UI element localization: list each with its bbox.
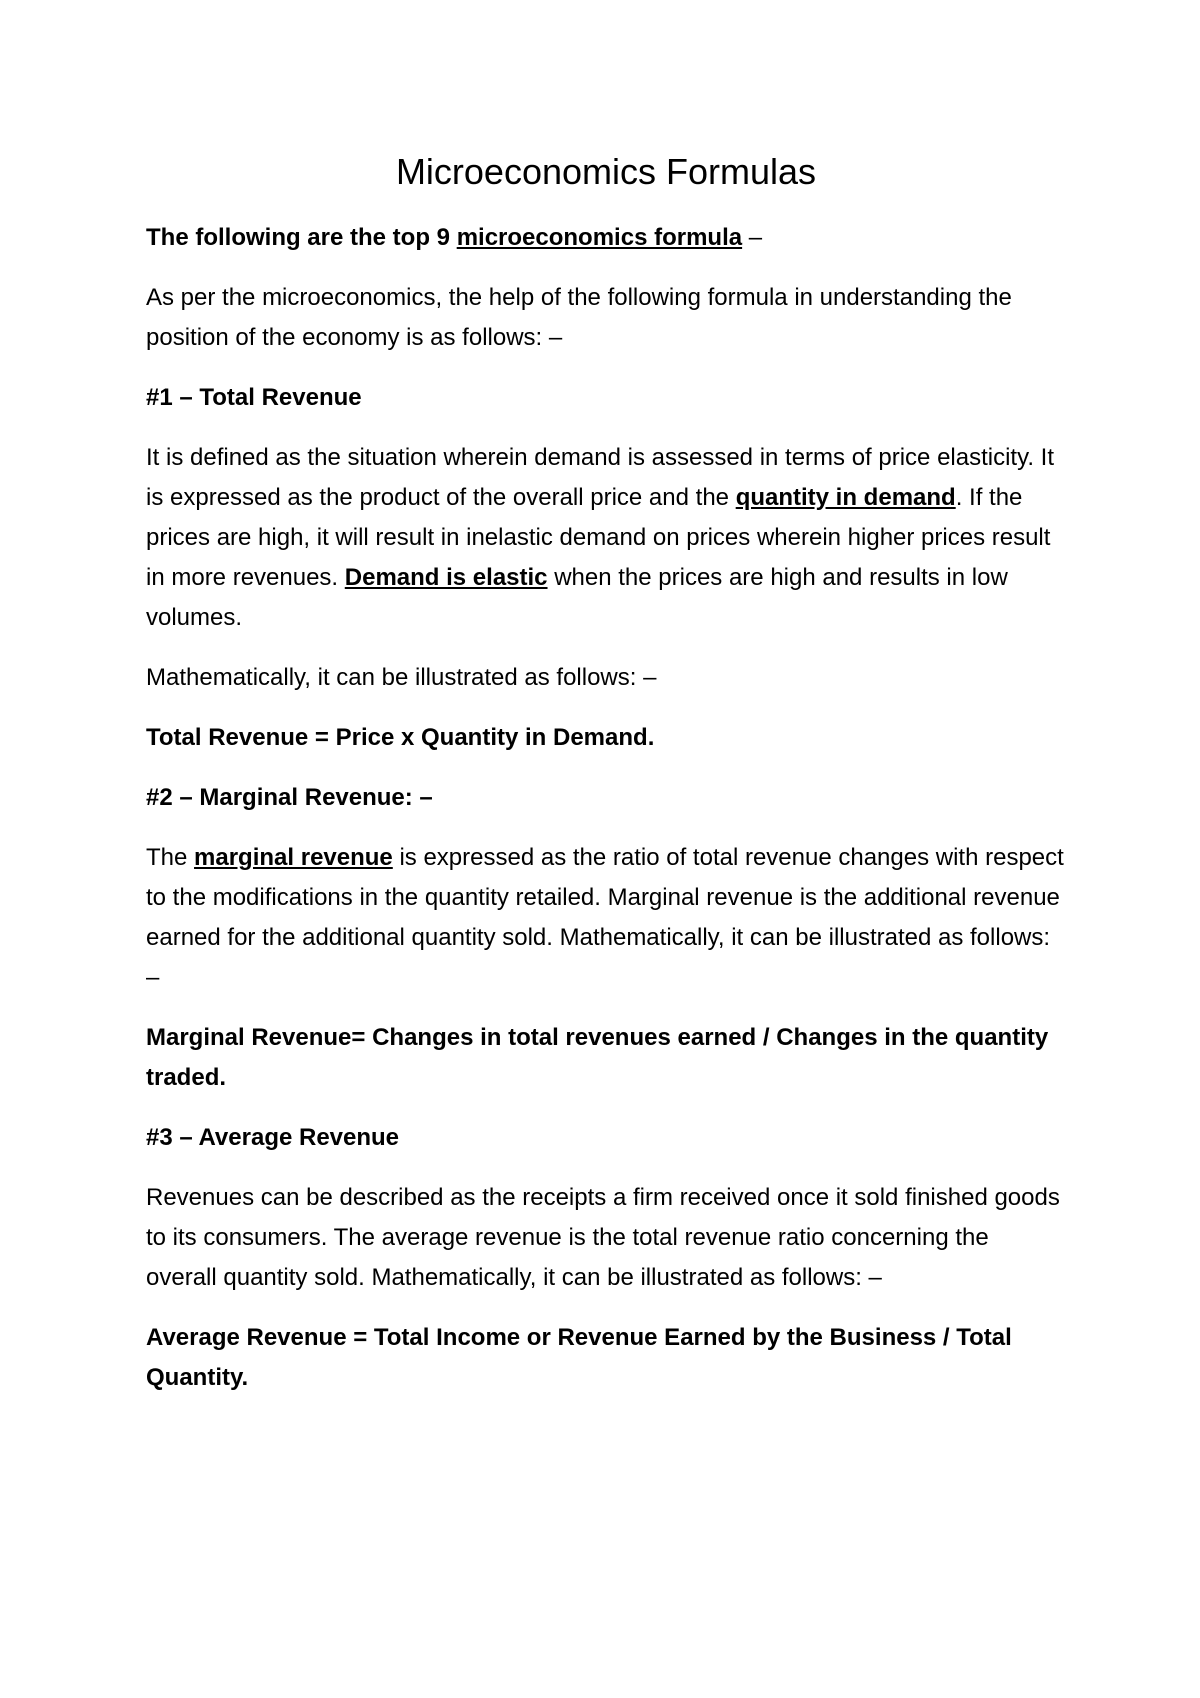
intro-lead: The following are the top 9 bbox=[146, 224, 457, 251]
section-3-heading: #3 – Average Revenue bbox=[146, 1124, 400, 1151]
total-revenue-formula: Total Revenue = Price x Quantity in Demand. bbox=[146, 724, 655, 751]
section-1-text-2: . If the prices are high, it will result in inelastic demand on prices wherein higher prices result in more revenues. bbox=[146, 484, 1051, 591]
section-2-heading: #2 – Marginal Revenue: – bbox=[146, 784, 433, 811]
page-title: Microeconomics Formulas bbox=[395, 151, 817, 192]
average-revenue-formula: Average Revenue = Total Income or Revenue Earned by the Business / Total Quantity. bbox=[146, 1324, 1012, 1391]
microeconomics-formula-link[interactable]: microeconomics formula bbox=[456, 224, 743, 251]
document-body bbox=[146, 148, 1066, 1418]
intro-paragraph: As per the microeconomics, the help of the following formula in understanding the position of the economy is as follows: – bbox=[146, 284, 1012, 351]
intro-line bbox=[146, 218, 1066, 258]
section-1-math-intro: Mathematically, it can be illustrated as follows: – bbox=[146, 664, 657, 691]
section-2-paragraph bbox=[146, 838, 1066, 998]
section-1-text-3: when the prices are high and results in low volumes. bbox=[146, 564, 1008, 631]
section-3-paragraph: Revenues can be described as the receipts a firm received once it sold finished goods to its consumers. The average revenue is the total revenue ratio concerning the overall quantity sold. Mathematically, it can be illustrated as follows: – bbox=[146, 1184, 1060, 1291]
marginal-revenue-link[interactable]: marginal revenue bbox=[194, 844, 393, 871]
section-1-paragraph bbox=[146, 438, 1066, 638]
section-2-tail: is expressed as the ratio of total revenue changes with respect to the modifications in the quantity retailed. Marginal revenue is the additional revenue earned for the additional quantity sold. Mathematically, it can be illustrated as follows: – bbox=[146, 844, 1064, 991]
section-2-lead: The bbox=[146, 844, 195, 871]
intro-tail: – bbox=[742, 224, 763, 251]
section-1-text-1: It is defined as the situation wherein demand is assessed in terms of price elasticity. It is expressed as the product of the overall price and the bbox=[146, 444, 1054, 511]
marginal-revenue-formula: Marginal Revenue= Changes in total revenues earned / Changes in the quantity traded. bbox=[146, 1024, 1049, 1091]
quantity-in-demand-link[interactable]: quantity in demand bbox=[735, 484, 956, 511]
demand-is-elastic-link[interactable]: Demand is elastic bbox=[344, 564, 548, 591]
section-1-heading: #1 – Total Revenue bbox=[146, 384, 362, 411]
